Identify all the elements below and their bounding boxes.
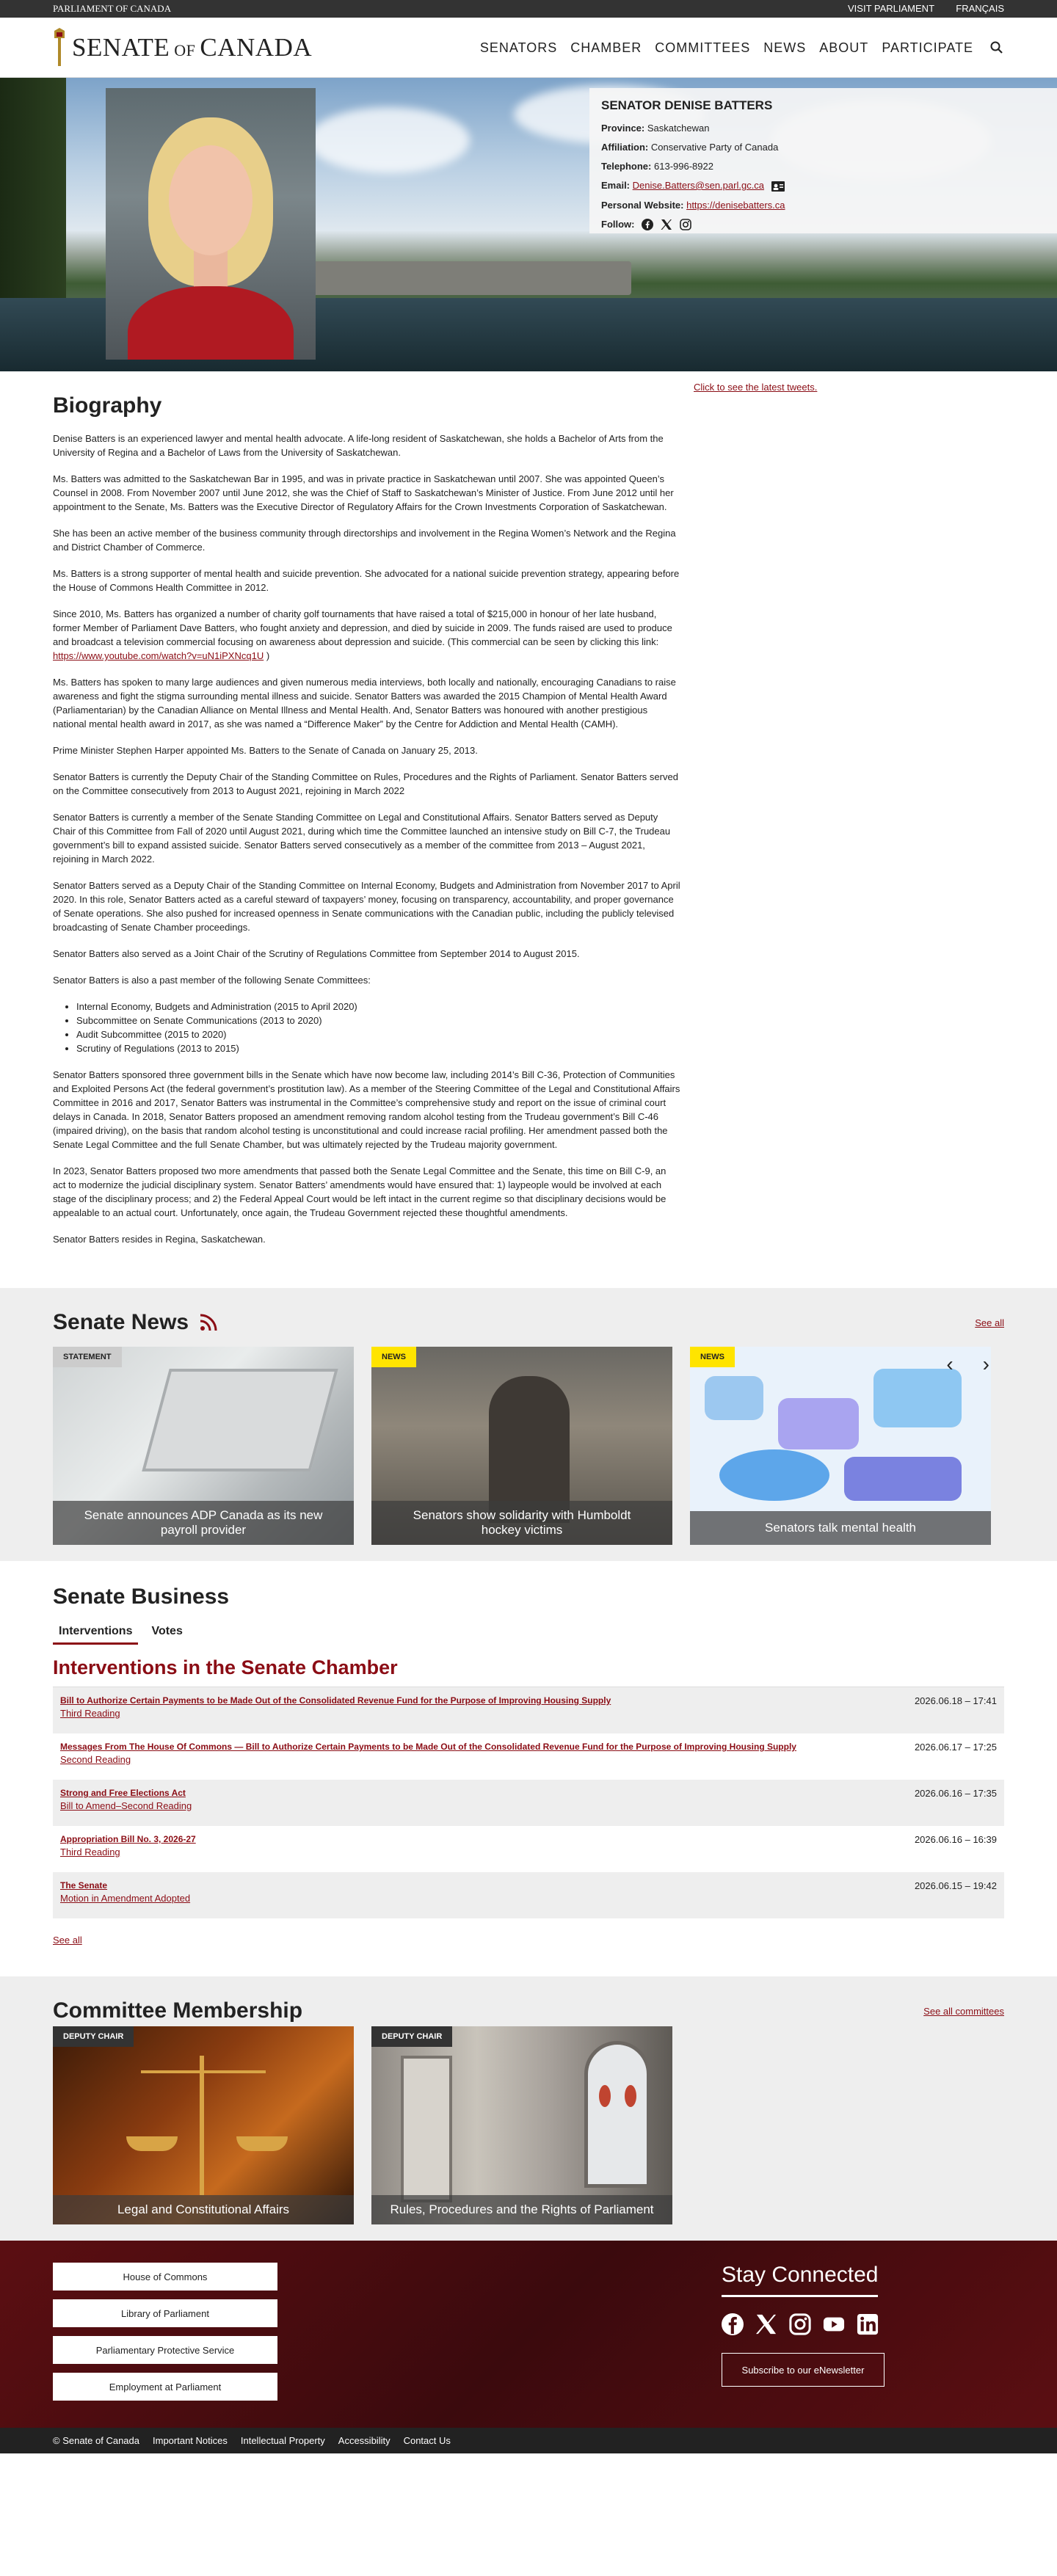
news-see-all-link[interactable]: See all — [975, 1317, 1004, 1328]
carousel-controls — [946, 1353, 989, 1376]
news-card[interactable] — [371, 1347, 672, 1545]
list-item: • Audit Subcommittee (2015 to 2020) — [76, 1027, 680, 1041]
intervention-stage-link[interactable]: Second Reading — [60, 1754, 131, 1765]
intervention-date: 2026.06.16 – 17:35 — [914, 1788, 997, 1799]
committee-title: Committee Membership — [53, 1998, 303, 2023]
committee-card[interactable] — [371, 2026, 672, 2224]
news-badge: NEWS — [690, 1347, 735, 1367]
search-icon[interactable] — [989, 40, 1004, 55]
senator-name: SENATOR DENISE BATTERS — [601, 98, 773, 112]
bio-paragraph: Senator Batters is also a past member of the following Senate Committees: — [53, 975, 371, 986]
intervention-stage-link[interactable]: Third Reading — [60, 1847, 120, 1858]
nav-participate[interactable]: PARTICIPATE — [882, 40, 973, 55]
list-item: • Subcommittee on Senate Communications (2013 to 2020) — [76, 1014, 680, 1027]
rss-icon[interactable] — [199, 1313, 218, 1332]
intervention-date: 2026.06.15 – 19:42 — [914, 1880, 997, 1891]
intervention-row — [53, 1733, 1004, 1780]
business-see-all-link[interactable]: See all — [53, 1935, 82, 1946]
email-link[interactable]: Denise.Batters@sen.parl.gc.ca — [632, 180, 765, 191]
carousel-prev-icon[interactable]: ‹ — [946, 1353, 954, 1375]
business-title: Senate Business — [53, 1584, 230, 1609]
committee-membership-section — [0, 1976, 1057, 2241]
latest-tweets-link[interactable]: Click to see the latest tweets. — [694, 382, 818, 393]
contact-card-icon[interactable] — [771, 181, 785, 192]
see-all-committees-link[interactable]: See all committees — [923, 2005, 1004, 2017]
subscribe-newsletter-button[interactable]: Subscribe to our eNewsletter — [722, 2353, 885, 2387]
hero-bridge — [264, 261, 631, 295]
business-tabs — [53, 1623, 1004, 1645]
mace-icon — [53, 28, 66, 68]
footer-link-protective-service[interactable]: Parliamentary Protective Service — [53, 2336, 277, 2364]
intervention-date: 2026.06.16 – 16:39 — [914, 1834, 997, 1845]
senator-info-card: SENATOR DENISE BATTERS Province: Saskatchewan Affiliation: Conservative Party of Canada Telephone: 613-996-8922 Email: Denise.Batters@sen.parl.gc.ca Personal Website: https://denisebatters.ca Follow: — [589, 88, 1057, 233]
footer-links — [53, 2263, 277, 2401]
list-item: • Scrutiny of Regulations (2013 to 2015) — [76, 1041, 680, 1055]
bio-paragraph: Senator Batters is currently the Deputy Chair of the Standing Committee on Rules, Procedures and the Rights of Parliament. Senator Batters served on the Committee consecutively from 2013 to August 2021, rejoining in March 2022 — [53, 771, 678, 796]
telephone-value: 613-996-8922 — [654, 161, 713, 172]
bio-paragraph: Senator Batters sponsored three government bills in the Senate which have now become law, including 2014’s Bill C-36, Protection of Communities and Exploited Persons Act (the federal government’s prostitution law). As a member of the Steering Committee of the Legal and Constitutional Affairs Committee in 2016 and 2017, Senator Batters was instrumental in the Committee’s comprehensive study and report on the issue of criminal court delays in Canada. In 2018, Senator Batters proposed an amendment removing random alcohol testing from the Trudeau government’s Bill C-46 (impaired driving), on the basis that random alcohol testing is unconstitutional and could increase racial profiling. Her amendment passed both the Senate Legal Committee and the full Senate Chamber, but was ultimately rejected by the Trudeau majority government. — [53, 1069, 680, 1150]
nav-committees[interactable]: COMMITTEES — [655, 40, 751, 55]
bio-paragraph: Senator Batters resides in Regina, Saskatchewan. — [53, 1234, 266, 1245]
intervention-stage-link[interactable]: Motion in Amendment Adopted — [60, 1893, 191, 1904]
intervention-row — [53, 1780, 1004, 1826]
intervention-title-link[interactable]: Messages From The House Of Commons — Bill to Authorize Certain Payments to be Made Out of the Consolidated Revenue Fund for the Purpose of Improving Housing Supply — [60, 1742, 796, 1752]
intervention-title-link[interactable]: Appropriation Bill No. 3, 2026-27 — [60, 1834, 196, 1844]
visit-parliament-link[interactable]: VISIT PARLIAMENT — [848, 3, 935, 14]
bio-paragraph: She has been an active member of the business community through directorships and involvement in the Regina Women’s Network and the Regina and District Chamber of Commerce. — [53, 528, 676, 553]
website-link[interactable]: https://denisebatters.ca — [686, 199, 785, 211]
copyright: © Senate of Canada — [53, 2435, 139, 2446]
carousel-next-icon[interactable]: › — [982, 1353, 989, 1375]
biography-section — [0, 371, 1057, 1259]
committee-card-caption: Legal and Constitutional Affairs — [53, 2195, 354, 2224]
intervention-stage-link[interactable]: Third Reading — [60, 1708, 120, 1719]
news-card[interactable] — [53, 1347, 354, 1545]
affiliation-value: Conservative Party of Canada — [650, 142, 779, 153]
interventions-title: Interventions in the Senate Chamber — [53, 1656, 398, 1678]
past-committees-list — [76, 1000, 680, 1055]
youtube-link[interactable]: https://www.youtube.com/watch?v=uN1iPXNcq1U — [53, 650, 264, 661]
site-footer — [0, 2241, 1057, 2428]
profile-hero — [0, 78, 1057, 371]
contact-us-link[interactable]: Contact Us — [403, 2435, 451, 2446]
committee-role-badge: DEPUTY CHAIR — [371, 2026, 452, 2047]
interventions-list — [53, 1687, 1004, 1918]
biography-title: Biography — [53, 393, 162, 418]
intellectual-property-link[interactable]: Intellectual Property — [240, 2435, 325, 2446]
news-card-caption: Senators talk mental health — [690, 1511, 991, 1545]
footer-social-icons — [722, 2313, 945, 2335]
bio-paragraph: Denise Batters is an experienced lawyer and mental health advocate. A life-long resident of Saskatchewan, she holds a Bachelor of Arts from the University of Regina and a Bachelor of Laws from the University of Saskatchewan. — [53, 433, 664, 458]
committee-card[interactable] — [53, 2026, 354, 2224]
bio-paragraph: Ms. Batters has spoken to many large audiences and given numerous media interviews, both locally and nationally, encouraging Canadians to raise awareness and fight the stigma surrounding mental illness and suicide. Senator Batters was awarded the 2015 Champion of Mental Health Award (Parliamentarian) by the Canadian Alliance on Mental Illness and Mental Health. And, Senator Batters was honoured with another prestigious national mental health award in 2017, as she was named a “Difference Maker” by the Centre for Addiction and Mental Health (CAMH). — [53, 677, 676, 729]
important-notices-link[interactable]: Important Notices — [153, 2435, 228, 2446]
senate-business-section — [0, 1561, 1057, 1976]
language-toggle-link[interactable]: FRANÇAIS — [956, 3, 1004, 14]
x-icon[interactable] — [661, 219, 672, 230]
bio-paragraph: Ms. Batters was admitted to the Saskatchewan Bar in 1995, and was in private practice in Saskatchewan until 2007. She was appointed Queen’s Counsel in 2008. From November 2007 until June 2012, she was the Chief of Staff to Saskatchewan’s Minister of Justice. From June 2012 until her appointment to the Senate, Ms. Batters was the Executive Director of Regulatory Affairs for the Crown Investments Corporation of Saskatchewan. — [53, 473, 674, 512]
senate-logo[interactable] — [53, 28, 312, 68]
intervention-title-link[interactable]: The Senate — [60, 1880, 108, 1891]
bio-paragraph: Senator Batters served as a Deputy Chair of the Standing Committee on Internal Economy, Budgets and Administration from November 2017 to April 2020. In this role, Senator Batters acted as a careful steward of taxpayers’ money, focusing on transparency, accountability, and proper governance of Senate operations. She also pushed for increased openness in Senate communications with the Canadian public, including the publicly televised broadcasting of Senate Chamber proceedings. — [53, 880, 680, 933]
logo-text: SENATE OF CANADA — [72, 33, 313, 62]
intervention-row — [53, 1826, 1004, 1872]
intervention-title-link[interactable]: Strong and Free Elections Act — [60, 1788, 186, 1798]
news-card-caption: Senators show solidarity with Humboldt hockey victims — [371, 1501, 672, 1545]
intervention-date: 2026.06.17 – 17:25 — [914, 1742, 997, 1753]
bio-paragraph: Since 2010, Ms. Batters has organized a number of charity golf tournaments that have raised a total of $215,000 in honour of her late husband, former Member of Parliament Dave Batters, who fought anxiety and depression, and died by suicide in 2009. The funds raised are used to produce and broadcast a television commercial focusing on awareness about depression and suicide. (This commercial can be seen by clicking this link: https://www.youtube.com/watch?v=uN1iPXNcq1U ) — [53, 608, 672, 661]
footer-link-library[interactable]: Library of Parliament — [53, 2299, 277, 2327]
instagram-icon[interactable] — [789, 2313, 811, 2335]
stay-connected-title: Stay Connected — [722, 2263, 878, 2297]
news-card-caption: Senate announces ADP Canada as its new payroll provider — [53, 1501, 354, 1545]
news-card[interactable] — [690, 1347, 991, 1545]
tab-interventions[interactable]: Interventions — [53, 1623, 138, 1645]
instagram-icon[interactable] — [680, 219, 691, 230]
facebook-icon[interactable] — [722, 2313, 744, 2335]
hero-cloud — [308, 107, 470, 173]
senator-portrait — [106, 88, 316, 360]
bio-paragraph: In 2023, Senator Batters proposed two more amendments that passed both the Senate Legal Committee and the Senate, this time on Bill C-9, an act to modernize the judicial disciplinary system. Senator Batters’ amendments would have ensured that: 1) laypeople would be involved at each stage of the disciplinary process; and 2) the Federal Appeal Court would be left intact in the current regime so that disciplinary decisions would be appealable to an actual court. Unfortunately, once again, the Trudeau Government rejected these thoughtful amendments. — [53, 1165, 666, 1218]
facebook-icon[interactable] — [642, 219, 653, 230]
bio-paragraph: Ms. Batters is a strong supporter of mental health and suicide prevention. She advocated for a national suicide prevention strategy, appearing before the House of Commons Health Committee in 2012. — [53, 568, 680, 593]
nav-chamber[interactable]: CHAMBER — [570, 40, 642, 55]
intervention-stage-link[interactable]: Bill to Amend–Second Reading — [60, 1800, 192, 1811]
intervention-row — [53, 1687, 1004, 1733]
youtube-icon[interactable] — [823, 2313, 845, 2335]
province-value: Saskatchewan — [647, 123, 710, 134]
x-icon[interactable] — [755, 2313, 777, 2335]
committee-role-badge: DEPUTY CHAIR — [53, 2026, 134, 2047]
site-header — [0, 18, 1057, 78]
stay-connected — [722, 2263, 945, 2401]
bottom-bar — [0, 2428, 1057, 2453]
bio-paragraph: Prime Minister Stephen Harper appointed Ms. Batters to the Senate of Canada on January 25, 2013. — [53, 745, 478, 756]
senate-news-section — [0, 1288, 1057, 1561]
bio-paragraph: Senator Batters is currently a member of the Senate Standing Committee on Legal and Constitutional Affairs. Senator Batters served as Deputy Chair of this Committee from Fall of 2020 until August 2021, during which time the Committee launched an intensive study on Bill C-7, the Trudeau government’s bill to expand assisted suicide. Senator Batters served consecutively as a member of the committee from 2013 – August 2021, rejoining in March 2022. — [53, 812, 671, 865]
news-title: Senate News — [53, 1310, 189, 1334]
intervention-date: 2026.06.18 – 17:41 — [914, 1695, 997, 1706]
list-item: • Internal Economy, Budgets and Administration (2015 to April 2020) — [76, 1000, 680, 1014]
news-badge: NEWS — [371, 1347, 416, 1367]
main-nav — [467, 40, 1004, 56]
news-badge: STATEMENT — [53, 1347, 122, 1367]
footer-link-house-of-commons[interactable]: House of Commons — [53, 2263, 277, 2291]
nav-senators[interactable]: SENATORS — [479, 40, 558, 55]
bio-paragraph: Senator Batters also served as a Joint Chair of the Scrutiny of Regulations Committee from September 2014 to August 2015. — [53, 948, 580, 959]
twitter-sidebar — [680, 382, 1004, 1259]
intervention-title-link[interactable]: Bill to Authorize Certain Payments to be Made Out of the Consolidated Revenue Fund for the Purpose of Improving Housing Supply — [60, 1695, 611, 1706]
accessibility-link[interactable]: Accessibility — [338, 2435, 391, 2446]
nav-about[interactable]: ABOUT — [819, 40, 869, 55]
parliament-label: PARLIAMENT OF CANADA — [53, 3, 172, 14]
committee-card-caption: Rules, Procedures and the Rights of Parliament — [371, 2195, 672, 2224]
nav-news[interactable]: NEWS — [763, 40, 807, 55]
tab-votes[interactable]: Votes — [151, 1625, 183, 1637]
intervention-row — [53, 1872, 1004, 1918]
linkedin-icon[interactable] — [857, 2313, 879, 2335]
footer-link-employment[interactable]: Employment at Parliament — [53, 2373, 277, 2401]
top-bar — [0, 0, 1057, 18]
